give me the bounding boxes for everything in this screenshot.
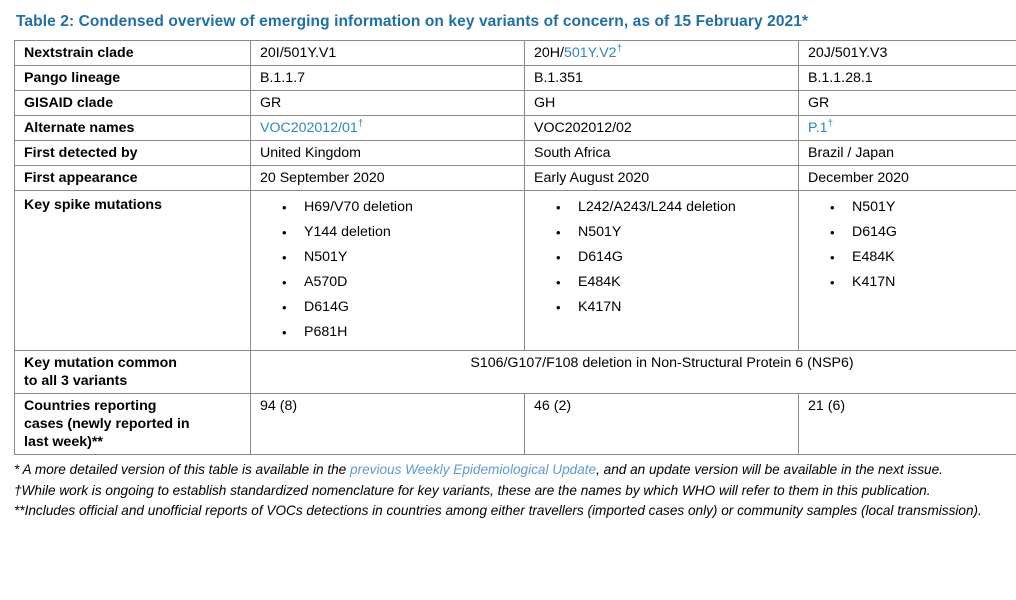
cell-pango-v1: B.1.1.7 — [251, 66, 525, 91]
cell-detected-v3: Brazil / Japan — [799, 141, 1016, 166]
mutation-item: • N501Y — [282, 245, 516, 270]
cell-nextstrain-v1: 20I/501Y.V1 — [251, 41, 525, 66]
mutation-list-v3 — [808, 195, 1016, 295]
footnote-one-link[interactable]: previous Weekly Epidemiological Update — [350, 462, 597, 477]
alternate-v1-value: VOC202012/01 — [260, 120, 358, 136]
table-row-alternate — [15, 116, 1016, 141]
alternate-v1-dagger: † — [357, 118, 364, 130]
cell-appearance-v2: Early August 2020 — [525, 166, 799, 191]
cell-gisaid-v3: GR — [799, 91, 1016, 116]
table-row-pango — [15, 66, 1016, 91]
mutation-item: • D614G — [556, 245, 790, 270]
footnote-one-post: , and an update version will be available in the next issue. — [596, 462, 943, 477]
cell-nextstrain-v2 — [525, 41, 799, 66]
table-row-countries — [15, 394, 1016, 455]
mutation-item: • L242/A243/L244 deletion — [556, 195, 790, 220]
cell-common-mutation-value: S106/G107/F108 deletion in Non-Structural Protein 6 (NSP6) — [251, 351, 1016, 394]
cell-mutations-v2 — [525, 191, 799, 351]
cell-alternate-v2: VOC202012/02 — [525, 116, 799, 141]
footnote-one — [14, 460, 1002, 480]
mutation-item: • E484K — [556, 270, 790, 295]
footnotes — [14, 460, 1002, 521]
cell-pango-v3: B.1.1.28.1 — [799, 66, 1016, 91]
cell-countries-v1: 94 (8) — [251, 394, 525, 455]
variants-table — [14, 40, 1016, 455]
row-label-common-mutation — [15, 351, 251, 394]
countries-label-line1: Countries reporting — [24, 398, 157, 414]
countries-label-line3: last week)** — [24, 434, 103, 450]
cell-detected-v1: United Kingdom — [251, 141, 525, 166]
footnote-three: **Includes official and unofficial reports of VOCs detections in countries among either travellers (imported cases only) or community samples (local transmission). — [14, 503, 982, 518]
cell-nextstrain-v3: 20J/501Y.V3 — [799, 41, 1016, 66]
cell-countries-v2: 46 (2) — [525, 394, 799, 455]
table-row-common-mutation — [15, 351, 1016, 394]
mutation-item: • A570D — [282, 270, 516, 295]
footnote-one-pre: * A more detailed version of this table is available in the — [14, 462, 351, 477]
cell-appearance-v3: December 2020 — [799, 166, 1016, 191]
mutation-item: • N501Y — [556, 220, 790, 245]
mutation-list-v2 — [534, 195, 790, 320]
cell-detected-v2: South Africa — [525, 141, 799, 166]
cell-countries-v3: 21 (6) — [799, 394, 1016, 455]
table-row-gisaid — [15, 91, 1016, 116]
common-label-line2: to all 3 variants — [24, 373, 128, 389]
mutation-item: • K417N — [830, 270, 1016, 295]
table-row-nextstrain — [15, 41, 1016, 66]
mutation-item: • D614G — [830, 220, 1016, 245]
row-label-pango: Pango lineage — [15, 66, 251, 91]
cell-pango-v2: B.1.351 — [525, 66, 799, 91]
mutation-item: • P681H — [282, 320, 516, 345]
mutation-item: • N501Y — [830, 195, 1016, 220]
mutation-item: • H69/V70 deletion — [282, 195, 516, 220]
cell-alternate-v3 — [799, 116, 1016, 141]
countries-label-line2: cases (newly reported in — [24, 416, 190, 432]
row-label-mutations: Key spike mutations — [15, 191, 251, 351]
mutation-item: • E484K — [830, 245, 1016, 270]
row-label-countries — [15, 394, 251, 455]
cell-alternate-v1 — [251, 116, 525, 141]
nextstrain-v2-highlight: 501Y.V2 — [563, 45, 617, 61]
page-title: Table 2: Condensed overview of emerging information on key variants of concern, as of 15 February 2021* — [16, 13, 809, 30]
cell-gisaid-v1: GR — [251, 91, 525, 116]
alternate-v3-value: P.1 — [808, 120, 828, 136]
mutation-list-v1 — [260, 195, 516, 345]
row-label-gisaid: GISAID clade — [15, 91, 251, 116]
row-label-nextstrain: Nextstrain clade — [15, 41, 251, 66]
table-row-mutations — [15, 191, 1016, 351]
alternate-v3-dagger: † — [827, 118, 834, 130]
mutation-item: • D614G — [282, 295, 516, 320]
table-row-detected — [15, 141, 1016, 166]
footnote-two: †While work is ongoing to establish standardized nomenclature for key variants, these are the names by which WHO will refer to them in this publication. — [14, 482, 931, 498]
cell-appearance-v1: 20 September 2020 — [251, 166, 525, 191]
row-label-appearance: First appearance — [15, 166, 251, 191]
mutation-item: • K417N — [556, 295, 790, 320]
row-label-alternate: Alternate names — [15, 116, 251, 141]
cell-gisaid-v2: GH — [525, 91, 799, 116]
row-label-detected: First detected by — [15, 141, 251, 166]
nextstrain-v2-dagger: † — [616, 43, 623, 55]
mutation-item: • Y144 deletion — [282, 220, 516, 245]
cell-mutations-v3 — [799, 191, 1016, 351]
table-row-appearance — [15, 166, 1016, 191]
common-label-line1: Key mutation common — [24, 355, 177, 371]
cell-mutations-v1 — [251, 191, 525, 351]
nextstrain-v2-prefix: 20H/ — [534, 45, 564, 61]
